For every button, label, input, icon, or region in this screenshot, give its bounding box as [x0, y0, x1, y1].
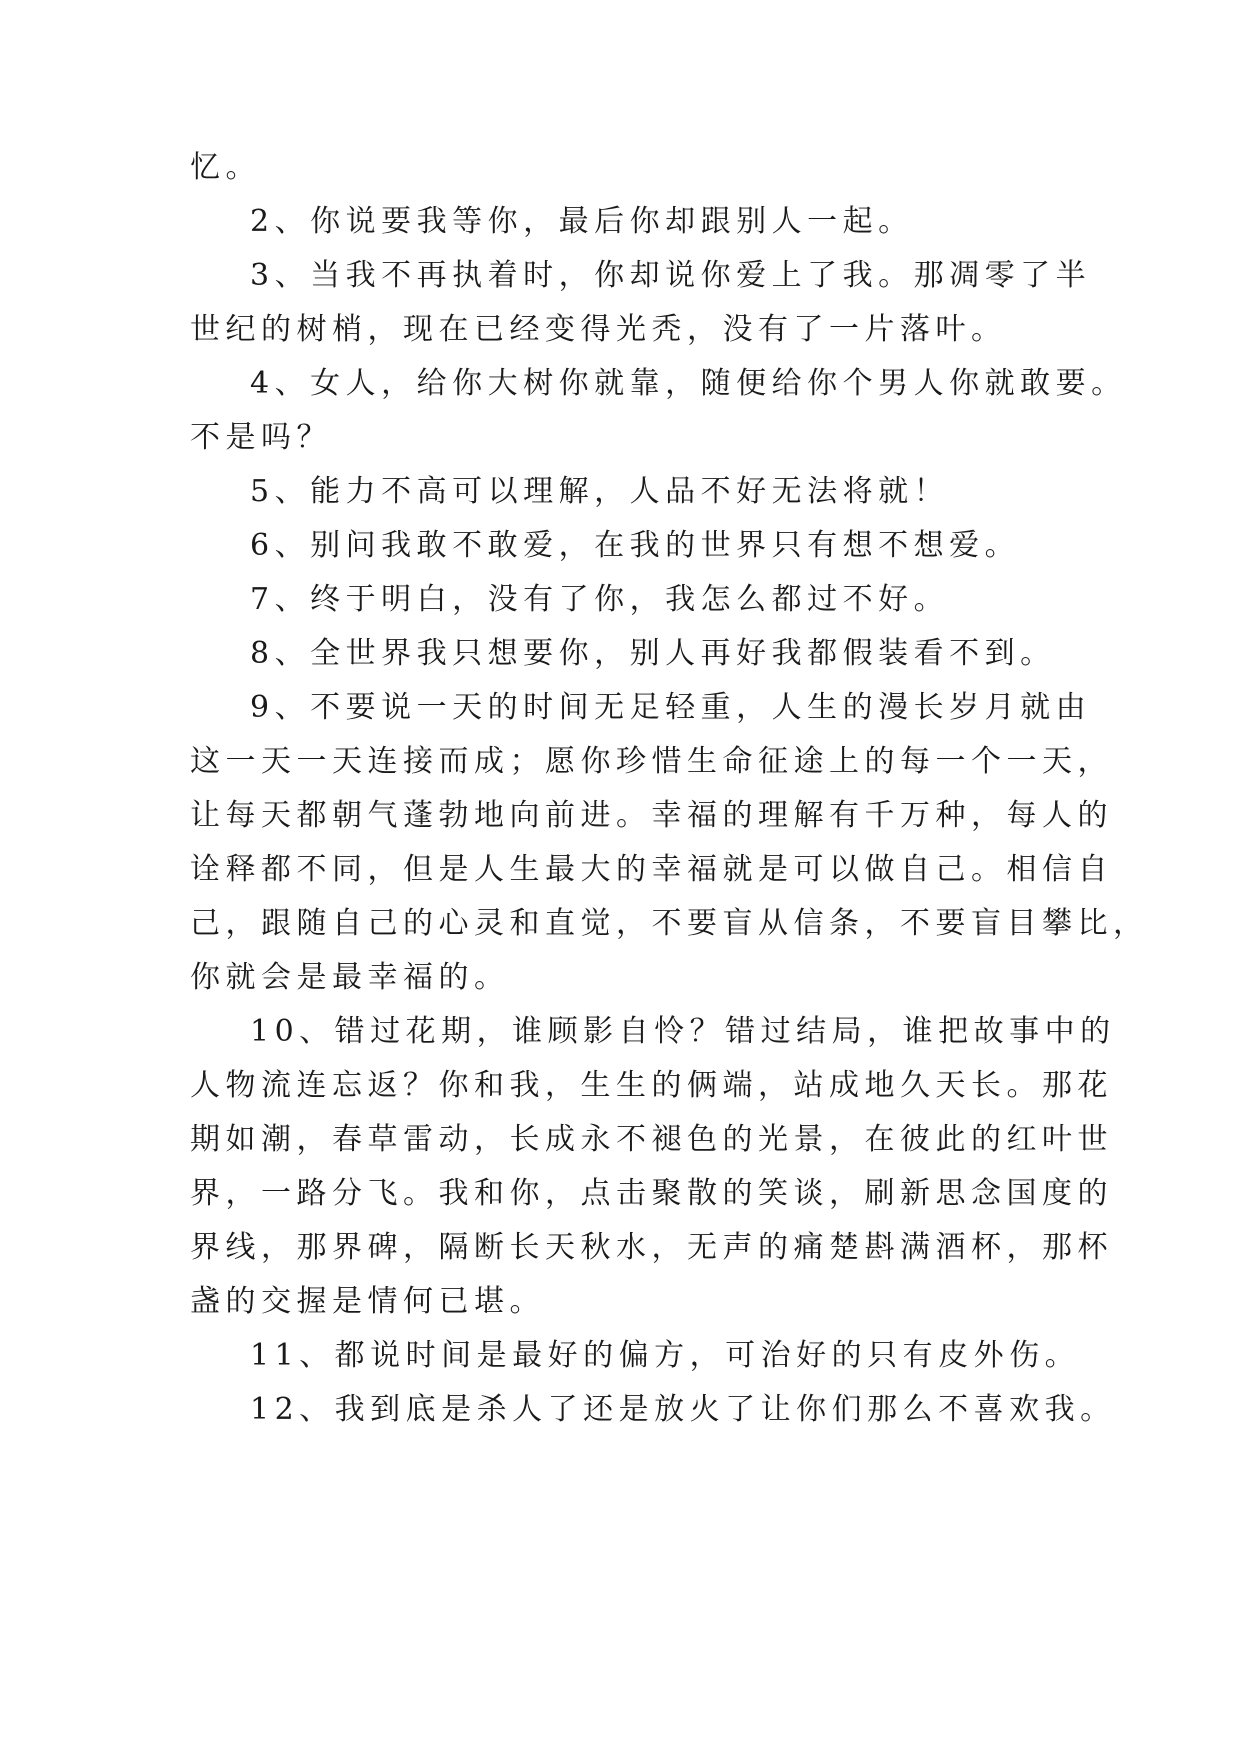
- text-line: 这一天一天连接而成；愿你珍惜生命征途上的每一个一天，: [190, 744, 1113, 779]
- text-line: 11、都说时间是最好的偏方，可治好的只有皮外伤。: [250, 1338, 1081, 1373]
- text-line: 人物流连忘返？你和我，生生的俩端，站成地久天长。那花: [190, 1068, 1113, 1103]
- text-line: 4、女人，给你大树你就靠，随便给你个男人你就敢要。: [250, 366, 1127, 401]
- text-line: 让每天都朝气蓬勃地向前进。幸福的理解有千万种，每人的: [190, 798, 1113, 833]
- text-line: 5、能力不高可以理解，人品不好无法将就！: [250, 474, 950, 509]
- text-line: 10、错过花期，谁顾影自怜？错过结局，谁把故事中的: [250, 1014, 1116, 1049]
- text-line: 12、我到底是杀人了还是放火了让你们那么不喜欢我。: [250, 1392, 1116, 1427]
- text-line: 9、不要说一天的时间无足轻重，人生的漫长岁月就由: [250, 690, 1092, 725]
- text-line: 界，一路分飞。我和你，点击聚散的笑谈，刷新思念国度的: [190, 1176, 1113, 1211]
- text-line: 己，跟随自己的心灵和直觉，不要盲从信条，不要盲目攀比，: [190, 906, 1149, 941]
- text-line: 期如潮，春草雷动，长成永不褪色的光景，在彼此的红叶世: [190, 1122, 1113, 1157]
- text-line: 你就会是最幸福的。: [190, 960, 510, 995]
- text-line: 不是吗？: [190, 420, 332, 455]
- text-line: 6、别问我敢不敢爱，在我的世界只有想不想爱。: [250, 528, 1021, 563]
- text-line: 世纪的树梢，现在已经变得光秃，没有了一片落叶。: [190, 312, 1007, 347]
- text-line: 3、当我不再执着时，你却说你爱上了我。那凋零了半: [250, 258, 1092, 293]
- text-line: 2、你说要我等你，最后你却跟别人一起。: [250, 204, 914, 239]
- text-line: 诠释都不同，但是人生最大的幸福就是可以做自己。相信自: [190, 852, 1113, 887]
- text-line: 盏的交握是情何已堪。: [190, 1284, 545, 1319]
- text-line: 忆。: [190, 150, 261, 185]
- text-line: 8、全世界我只想要你，别人再好我都假装看不到。: [250, 636, 1056, 671]
- text-line: 界线，那界碑，隔断长天秋水，无声的痛楚斟满酒杯，那杯: [190, 1230, 1113, 1265]
- text-line: 7、终于明白，没有了你，我怎么都过不好。: [250, 582, 950, 617]
